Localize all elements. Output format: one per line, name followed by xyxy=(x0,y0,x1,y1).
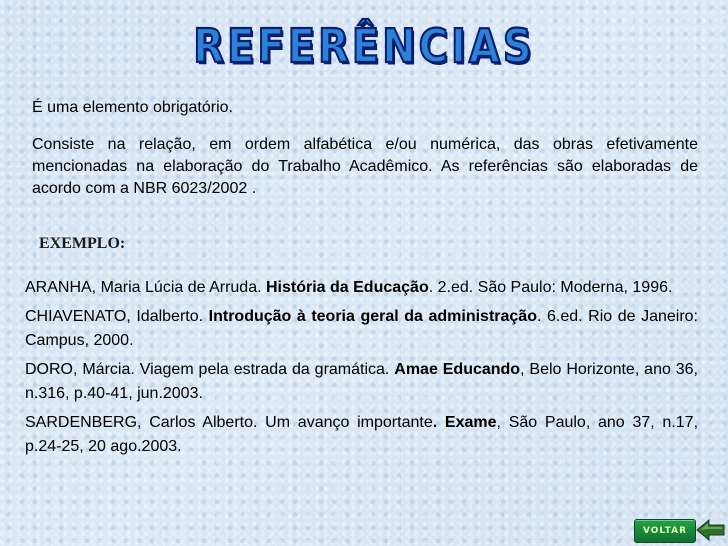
reference-details: , São Paulo, ano 37, n.17, p.24-25, 20 ago.2003. xyxy=(25,414,699,455)
back-arrow-icon[interactable] xyxy=(696,519,726,541)
reference-author: DORO, Márcia. Viagem pela estrada da gramática. xyxy=(25,361,395,378)
reference-title: Introdução à teoria geral da administração xyxy=(208,308,537,325)
reference-item xyxy=(25,276,698,300)
example-heading: EXEMPLO: xyxy=(39,235,126,252)
references-list xyxy=(25,276,698,464)
reference-item xyxy=(25,305,698,353)
intro-paragraph-2: Consiste na relação, em ordem alfabética e/ou numérica, das obras efetivamente mencionadas na elaboração do Trabalho Acadêmico. As referências são elaboradas de acordo com a NBR 6023/2002 . xyxy=(32,136,698,197)
reference-item xyxy=(25,411,698,459)
reference-author: CHIAVENATO, Idalberto. xyxy=(25,308,209,325)
intro-paragraph-1: É uma elemento obrigatório. xyxy=(32,99,233,116)
reference-details: , Belo Horizonte, ano 36, n.316, p.40-41, jun.2003. xyxy=(25,361,698,402)
reference-details: . 2.ed. São Paulo: Moderna, 1996. xyxy=(428,279,673,296)
reference-item xyxy=(25,358,698,406)
reference-details: . 6.ed. Rio de Janeiro: Campus, 2000. xyxy=(25,308,698,349)
reference-title: . Exame xyxy=(432,414,497,431)
page-title-text: REFERÊNCIAS xyxy=(193,20,535,74)
reference-author: SARDENBERG, Carlos Alberto. Um avanço importante xyxy=(25,414,433,431)
voltar-button[interactable]: VOLTAR xyxy=(634,519,696,543)
reference-author: ARANHA, Maria Lúcia de Arruda. xyxy=(25,279,266,296)
reference-title: História da Educação xyxy=(266,279,429,296)
reference-title: Amae Educando xyxy=(394,361,521,378)
page-title xyxy=(0,20,728,74)
